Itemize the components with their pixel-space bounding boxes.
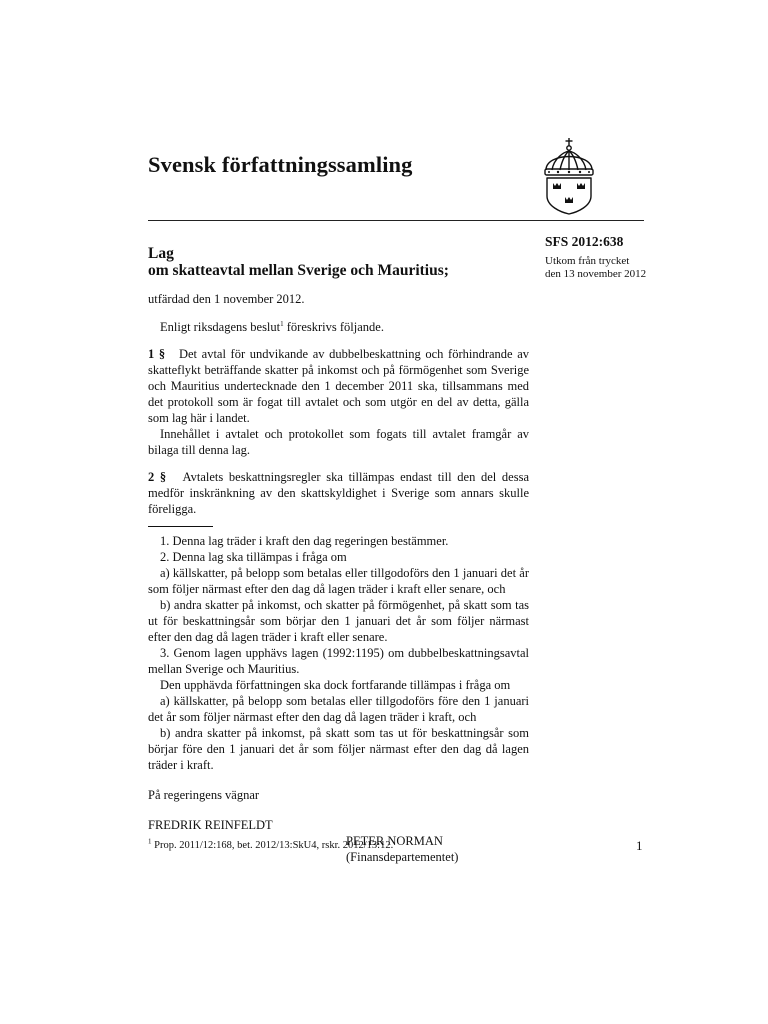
body-column	[148, 319, 529, 865]
sfs-number: SFS 2012:638	[545, 234, 624, 249]
journal-title: Svensk författningssamling	[148, 152, 413, 177]
issued-date: utfärdad den 1 november 2012.	[148, 292, 305, 306]
transitional-item: 3. Genom lagen upphävs lagen (1992:1195) om dubbelbeskattningsavtal mellan Sverige och Mauritius.	[148, 646, 529, 676]
transitional-item: Den upphävda författningen ska dock fortfarande tillämpas i fråga om	[160, 678, 511, 692]
signer-minister: PETER NORMAN	[346, 834, 443, 848]
section-1-number: 1 §	[148, 347, 166, 361]
on-behalf-line: På regeringens vägnar	[148, 788, 260, 802]
section-1	[148, 346, 529, 426]
law-type: Lag	[148, 245, 174, 262]
intro-paragraph	[148, 319, 529, 335]
transitional-item: a) källskatter, på belopp som betalas eller tillgodoförs före den 1 januari det år som följer närmast efter den dag då lagen träder i kraft, och	[148, 694, 529, 724]
law-title: om skatteavtal mellan Sverige och Mauritius;	[148, 262, 449, 279]
intro-text: Enligt riksdagens beslut	[160, 320, 281, 334]
transitional-rule	[148, 526, 213, 527]
footnote	[148, 837, 394, 851]
section-2-number: 2 §	[148, 470, 167, 484]
footnote-marker: 1	[148, 837, 152, 846]
intro-text-end: föreskrivs följande.	[283, 320, 384, 334]
transitional-item: b) andra skatter på inkomst, och skatter på förmögenhet, på skatt som tas ut för beskattningsår som börjar den 1 januari det år som följer närmast efter den dag då lagen träder i kraft eller senare.	[148, 598, 529, 644]
footnote-reference: 1	[280, 319, 284, 328]
published-label: Utkom från trycket	[545, 255, 630, 267]
signer-prime-minister: FREDRIK REINFELDT	[148, 818, 273, 832]
transitional-item: 1. Denna lag träder i kraft den dag regeringen bestämmer.	[160, 534, 449, 548]
transitional-item: a) källskatter, på belopp som betalas eller tillgodoförs den 1 januari det år som följer närmast efter den dag då lagen träder i kraft eller senare, och	[148, 566, 529, 596]
section-1-paragraph-2: Innehållet i avtalet och protokollet som fogats till avtalet framgår av bilaga till denna lag.	[148, 427, 529, 457]
page-number: 1	[636, 838, 643, 853]
section-2	[148, 469, 529, 517]
header-rule	[148, 220, 644, 221]
published-date: den 13 november 2012	[545, 268, 647, 280]
coat-of-arms-emblem	[538, 136, 600, 216]
transitional-item: 2. Denna lag ska tillämpas i fråga om	[160, 550, 347, 564]
footnote-text: Prop. 2011/12:168, bet. 2012/13:SkU4, rskr. 2012/13:12.	[151, 840, 394, 851]
transitional-item: b) andra skatter på inkomst, på skatt som tas ut för beskattningsår som börjar före den 1 januari det år som följer närmast efter den dag då lagen träder i kraft.	[148, 726, 529, 772]
signer-department: (Finansdepartementet)	[346, 850, 459, 864]
section-2-text: Avtalets beskattningsregler ska tillämpas endast till den del dessa medför inskränkning av den skattskyldighet i Sverige som annars skulle föreligga.	[148, 470, 530, 516]
section-1-text: Det avtal för undvikande av dubbelbeskattning och förhindrande av skatteflykt beträffande skatter på inkomst och på förmögenhet som Sverige och Mauritius undertecknade den 1 december 2011 ska, tillsammans med det protokoll som är fogat till avtalet och som utgör en del av detta, gälla som lag här i landet.	[148, 347, 530, 425]
